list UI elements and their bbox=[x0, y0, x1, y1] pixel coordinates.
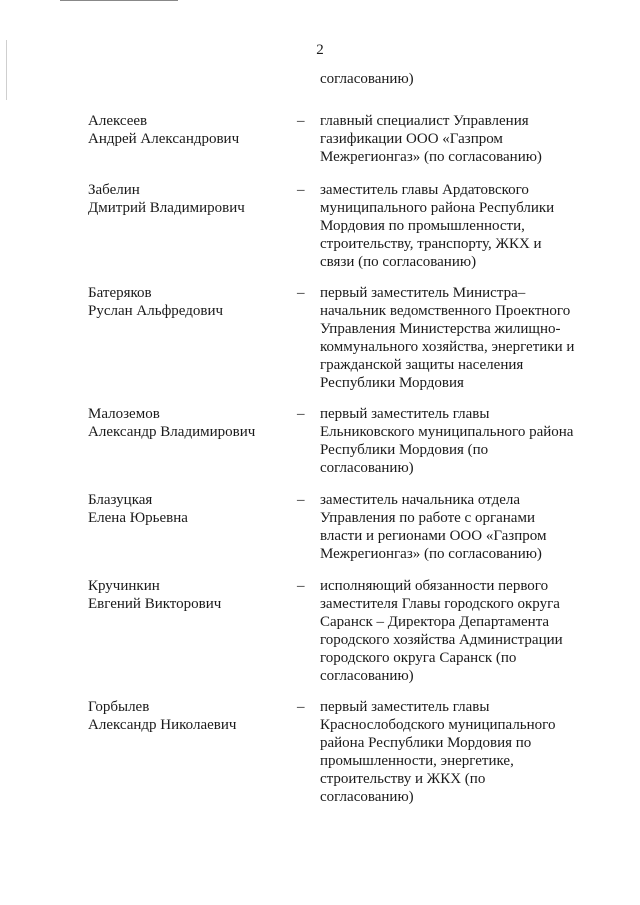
person-name bbox=[88, 284, 288, 320]
person-given-names: Дмитрий Владимирович bbox=[88, 200, 245, 216]
dash-separator: – bbox=[297, 285, 305, 301]
person-name bbox=[88, 577, 288, 613]
dash-separator: – bbox=[297, 406, 305, 422]
dash-separator: – bbox=[297, 182, 305, 198]
person-surname: Блазуцкая bbox=[88, 492, 153, 508]
person-surname: Кручинкин bbox=[88, 578, 160, 594]
person-given-names: Александр Владимирович bbox=[88, 424, 256, 440]
person-given-names: Руслан Альфредович bbox=[88, 303, 224, 319]
person-position: первый заместитель главы Ельниковского муниципального района Республики Мордовия (по согласованию) bbox=[320, 406, 574, 476]
person-name bbox=[88, 698, 288, 734]
person-given-names: Андрей Александрович bbox=[88, 131, 240, 147]
person-name bbox=[88, 112, 288, 148]
person-name bbox=[88, 405, 288, 441]
dash-separator: – bbox=[297, 113, 305, 129]
person-position: исполняющий обязанности первого заместителя Главы городского округа Саранск – Директора Департамента городского хозяйства Администрации городского округа Саранск (по согласованию) bbox=[320, 578, 563, 684]
person-surname: Алексеев bbox=[88, 113, 148, 129]
dash-separator: – bbox=[297, 492, 305, 508]
person-name bbox=[88, 491, 288, 527]
person-surname: Горбылев bbox=[88, 699, 150, 715]
dash-separator: – bbox=[297, 578, 305, 594]
person-given-names: Александр Николаевич bbox=[88, 717, 237, 733]
person-position: заместитель главы Ардатовского муниципального района Республики Мордовия по промышленности, строительству, транспорту, ЖКХ и связи (по согласованию) bbox=[320, 182, 555, 270]
person-surname: Батеряков bbox=[88, 285, 152, 301]
person-position: главный специалист Управления газификации ООО «Газпром Межрегионгаз» (по согласованию) bbox=[320, 113, 542, 165]
page-number: 2 bbox=[316, 42, 324, 58]
person-surname: Забелин bbox=[88, 182, 140, 198]
person-given-names: Евгений Викторович bbox=[88, 596, 222, 612]
person-position: первый заместитель главы Краснослободского муниципального района Республики Мордовия по промышленности, энергетике, строительству и ЖКХ (по согласованию) bbox=[320, 699, 556, 805]
person-surname: Малоземов bbox=[88, 406, 160, 422]
person-position: первый заместитель Министра– начальник ведомственного Проектного Управления Министерства жилищно- коммунального хозяйства, энергетики и гражданской защиты населения Республики Мордовия bbox=[320, 285, 575, 391]
person-given-names: Елена Юрьевна bbox=[88, 510, 188, 526]
continuation-text: согласованию) bbox=[320, 71, 414, 87]
scan-artifact-line bbox=[60, 0, 178, 4]
dash-separator: – bbox=[297, 699, 305, 715]
person-name bbox=[88, 181, 288, 217]
person-position: заместитель начальника отдела Управления по работе с органами власти и регионами ООО «Газпром Межрегионгаз» (по согласованию) bbox=[320, 492, 547, 562]
